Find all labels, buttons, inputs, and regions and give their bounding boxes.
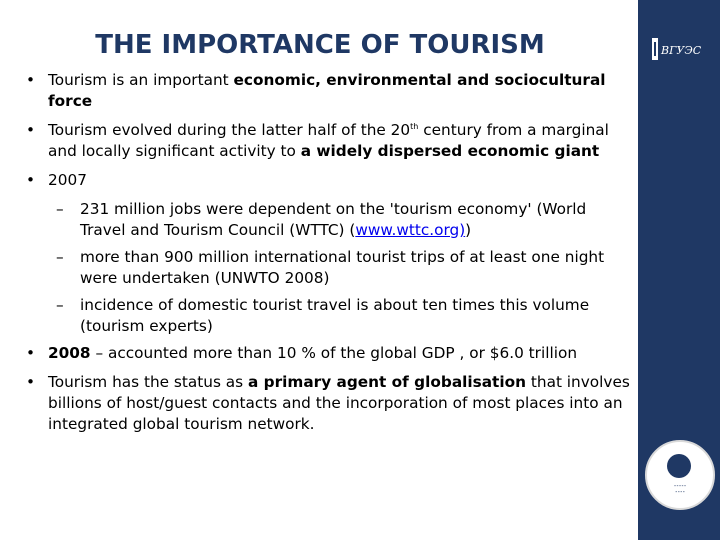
content-body — [26, 70, 636, 443]
globe-icon — [667, 454, 691, 478]
sub-bullet-item: – more than 900 million international tourist trips of at least one night were undertaken (UNWTO 2008) — [56, 248, 605, 287]
dash-icon: – — [56, 296, 64, 314]
bullet-dot-icon: • — [26, 121, 36, 139]
wttc-link[interactable]: www.wttc.org) — [355, 221, 466, 239]
dash-icon: – — [56, 248, 64, 266]
bullet-item: • Tourism evolved during the latter half of the 20th century from a marginal and locally significant activity to a widely dispersed economic giant — [26, 121, 609, 160]
slide-title: THE IMPORTANCE OF TOURISM — [95, 30, 545, 60]
bullet-item: • Tourism has the status as a primary agent of globalisation that involves billions of host/guest contacts and the incorporation of most places into an integrated global tourism network. — [26, 373, 630, 433]
university-logo — [648, 34, 712, 64]
seal-emblem — [645, 440, 715, 510]
logo-text: ВГУЭС — [661, 44, 702, 57]
bullet-item: • 2007 — [26, 171, 87, 189]
bullet-dot-icon: • — [26, 373, 36, 391]
bullet-dot-icon: • — [26, 71, 36, 89]
bullet-item: • Tourism is an important economic, environmental and sociocultural force — [26, 71, 606, 110]
bullet-item: • 2008 – accounted more than 10 % of the global GDP , or $6.0 trillion — [26, 344, 578, 362]
dash-icon: – — [56, 200, 64, 218]
bullet-dot-icon: • — [26, 171, 36, 189]
sub-bullet-item: – 231 million jobs were dependent on the 'tourism economy' (World Travel and Tourism Council (WTTC) (www.wttc.org)) — [56, 200, 587, 239]
seal-lettering: ⁃⁃⁃⁃⁃ ⁃⁃⁃⁃ — [673, 484, 687, 496]
sub-bullet-item: – incidence of domestic tourist travel is about ten times this volume (tourism experts) — [56, 296, 590, 335]
bullet-dot-icon: • — [26, 344, 36, 362]
